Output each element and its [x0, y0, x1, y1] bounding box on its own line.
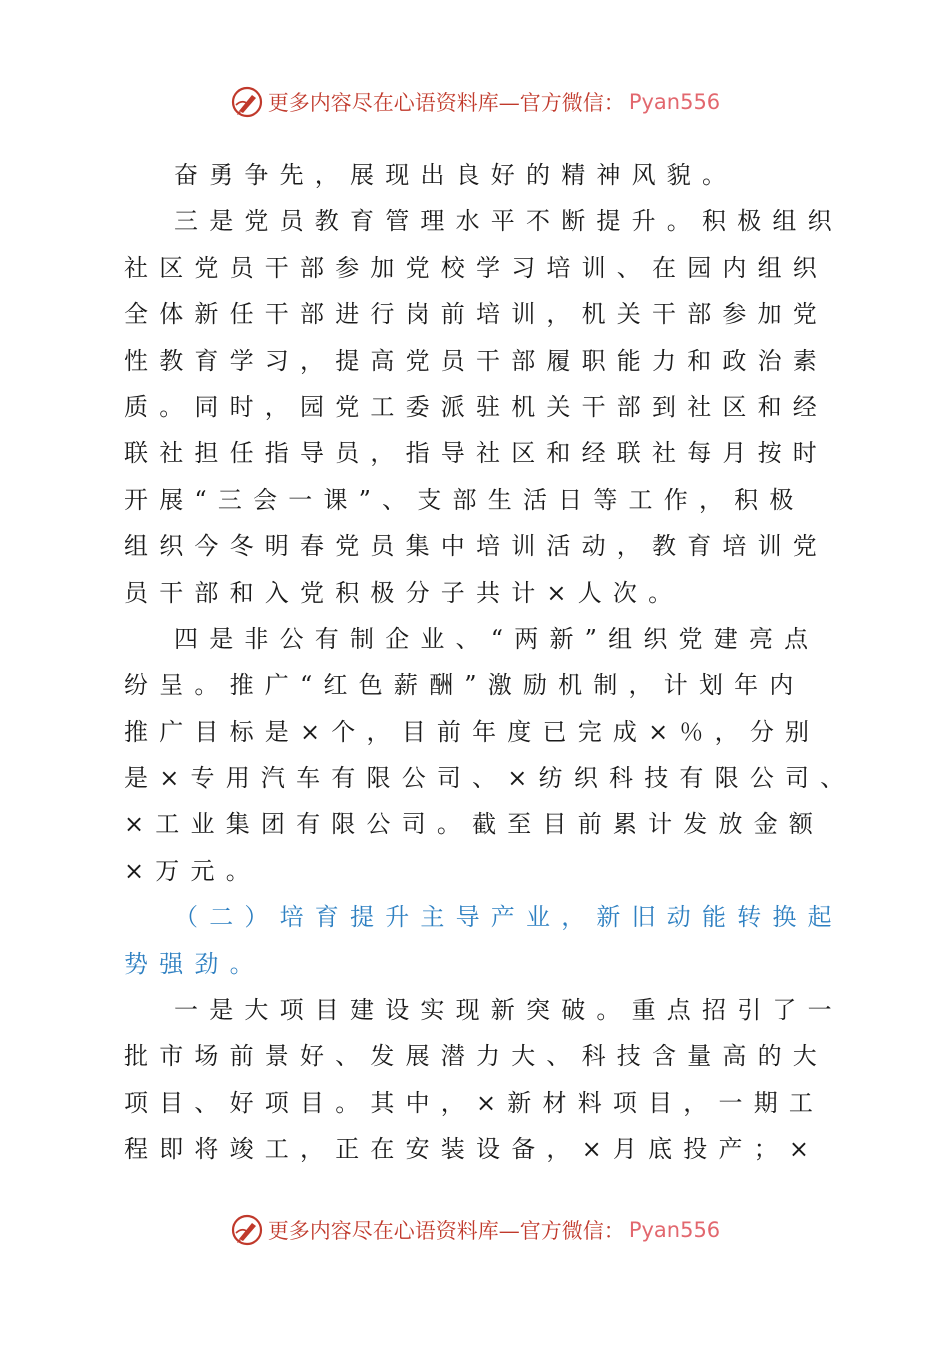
- paragraph-line: ×万元。: [124, 856, 261, 885]
- header-watermark-banner: [0, 82, 950, 122]
- banner-wechat-id: Pyan556: [628, 1218, 721, 1242]
- paragraph-line: 三是党员教育管理水平不断提升。积极组织: [174, 207, 843, 236]
- banner-wechat-id: Pyan556: [628, 90, 721, 114]
- paragraph-line: 社区党员干部参加党校学习培训、在园内组织: [124, 253, 828, 282]
- section-heading-line: 势强劲。: [124, 949, 265, 978]
- banner-text: 更多内容尽在心语资料库—官方微信：: [267, 91, 625, 115]
- paragraph-line: 四是非公有制企业、“两新”组织党建亮点: [174, 624, 820, 653]
- paragraph-line: 性教育学习，提高党员干部履职能力和政治素: [124, 346, 828, 375]
- pen-logo-icon: [230, 1213, 264, 1247]
- paragraph-line: 是×专用汽车有限公司、×纺织科技有限公司、: [124, 764, 856, 793]
- paragraph-line: 一是大项目建设实现新突破。重点招引了一: [174, 996, 843, 1025]
- paragraph-line: 全体新任干部进行岗前培训，机关干部参加党: [124, 300, 828, 329]
- paragraph-line: 员干部和入党积极分子共计×人次。: [124, 578, 684, 607]
- paragraph-line: 纷呈。推广“红色薪酬”激励机制，计划年内: [124, 671, 805, 700]
- banner-text: 更多内容尽在心语资料库—官方微信：: [267, 1219, 625, 1243]
- paragraph-line: 联社担任指导员，指导社区和经联社每月按时: [124, 439, 828, 468]
- paragraph-line: 质。同时，园党工委派驻机关干部到社区和经: [124, 392, 828, 421]
- paragraph-line: 开展“三会一课”、支部生活日等工作，积极: [124, 485, 805, 514]
- paragraph-line: ×工业集团有限公司。截至目前累计发放金额: [124, 810, 825, 839]
- paragraph-line: 程即将竣工，正在安装设备，×月底投产；×: [124, 1135, 821, 1164]
- pen-logo-icon: [230, 85, 264, 119]
- paragraph-line: 批市场前景好、发展潜力大、科技含量高的大: [124, 1042, 828, 1071]
- paragraph-line: 推广目标是×个，目前年度已完成×％，分别: [124, 717, 821, 746]
- paragraph-line: 奋勇争先，展现出良好的精神风貌。: [174, 161, 738, 189]
- document-body: [124, 152, 856, 1173]
- footer-watermark-banner: [0, 1210, 950, 1250]
- paragraph-line: 组织今冬明春党员集中培训活动，教育培训党: [124, 532, 828, 561]
- paragraph-line: 项目、好项目。其中，×新材料项目，一期工: [124, 1088, 825, 1117]
- section-heading-line: （二）培育提升主导产业，新旧动能转换起: [174, 903, 843, 932]
